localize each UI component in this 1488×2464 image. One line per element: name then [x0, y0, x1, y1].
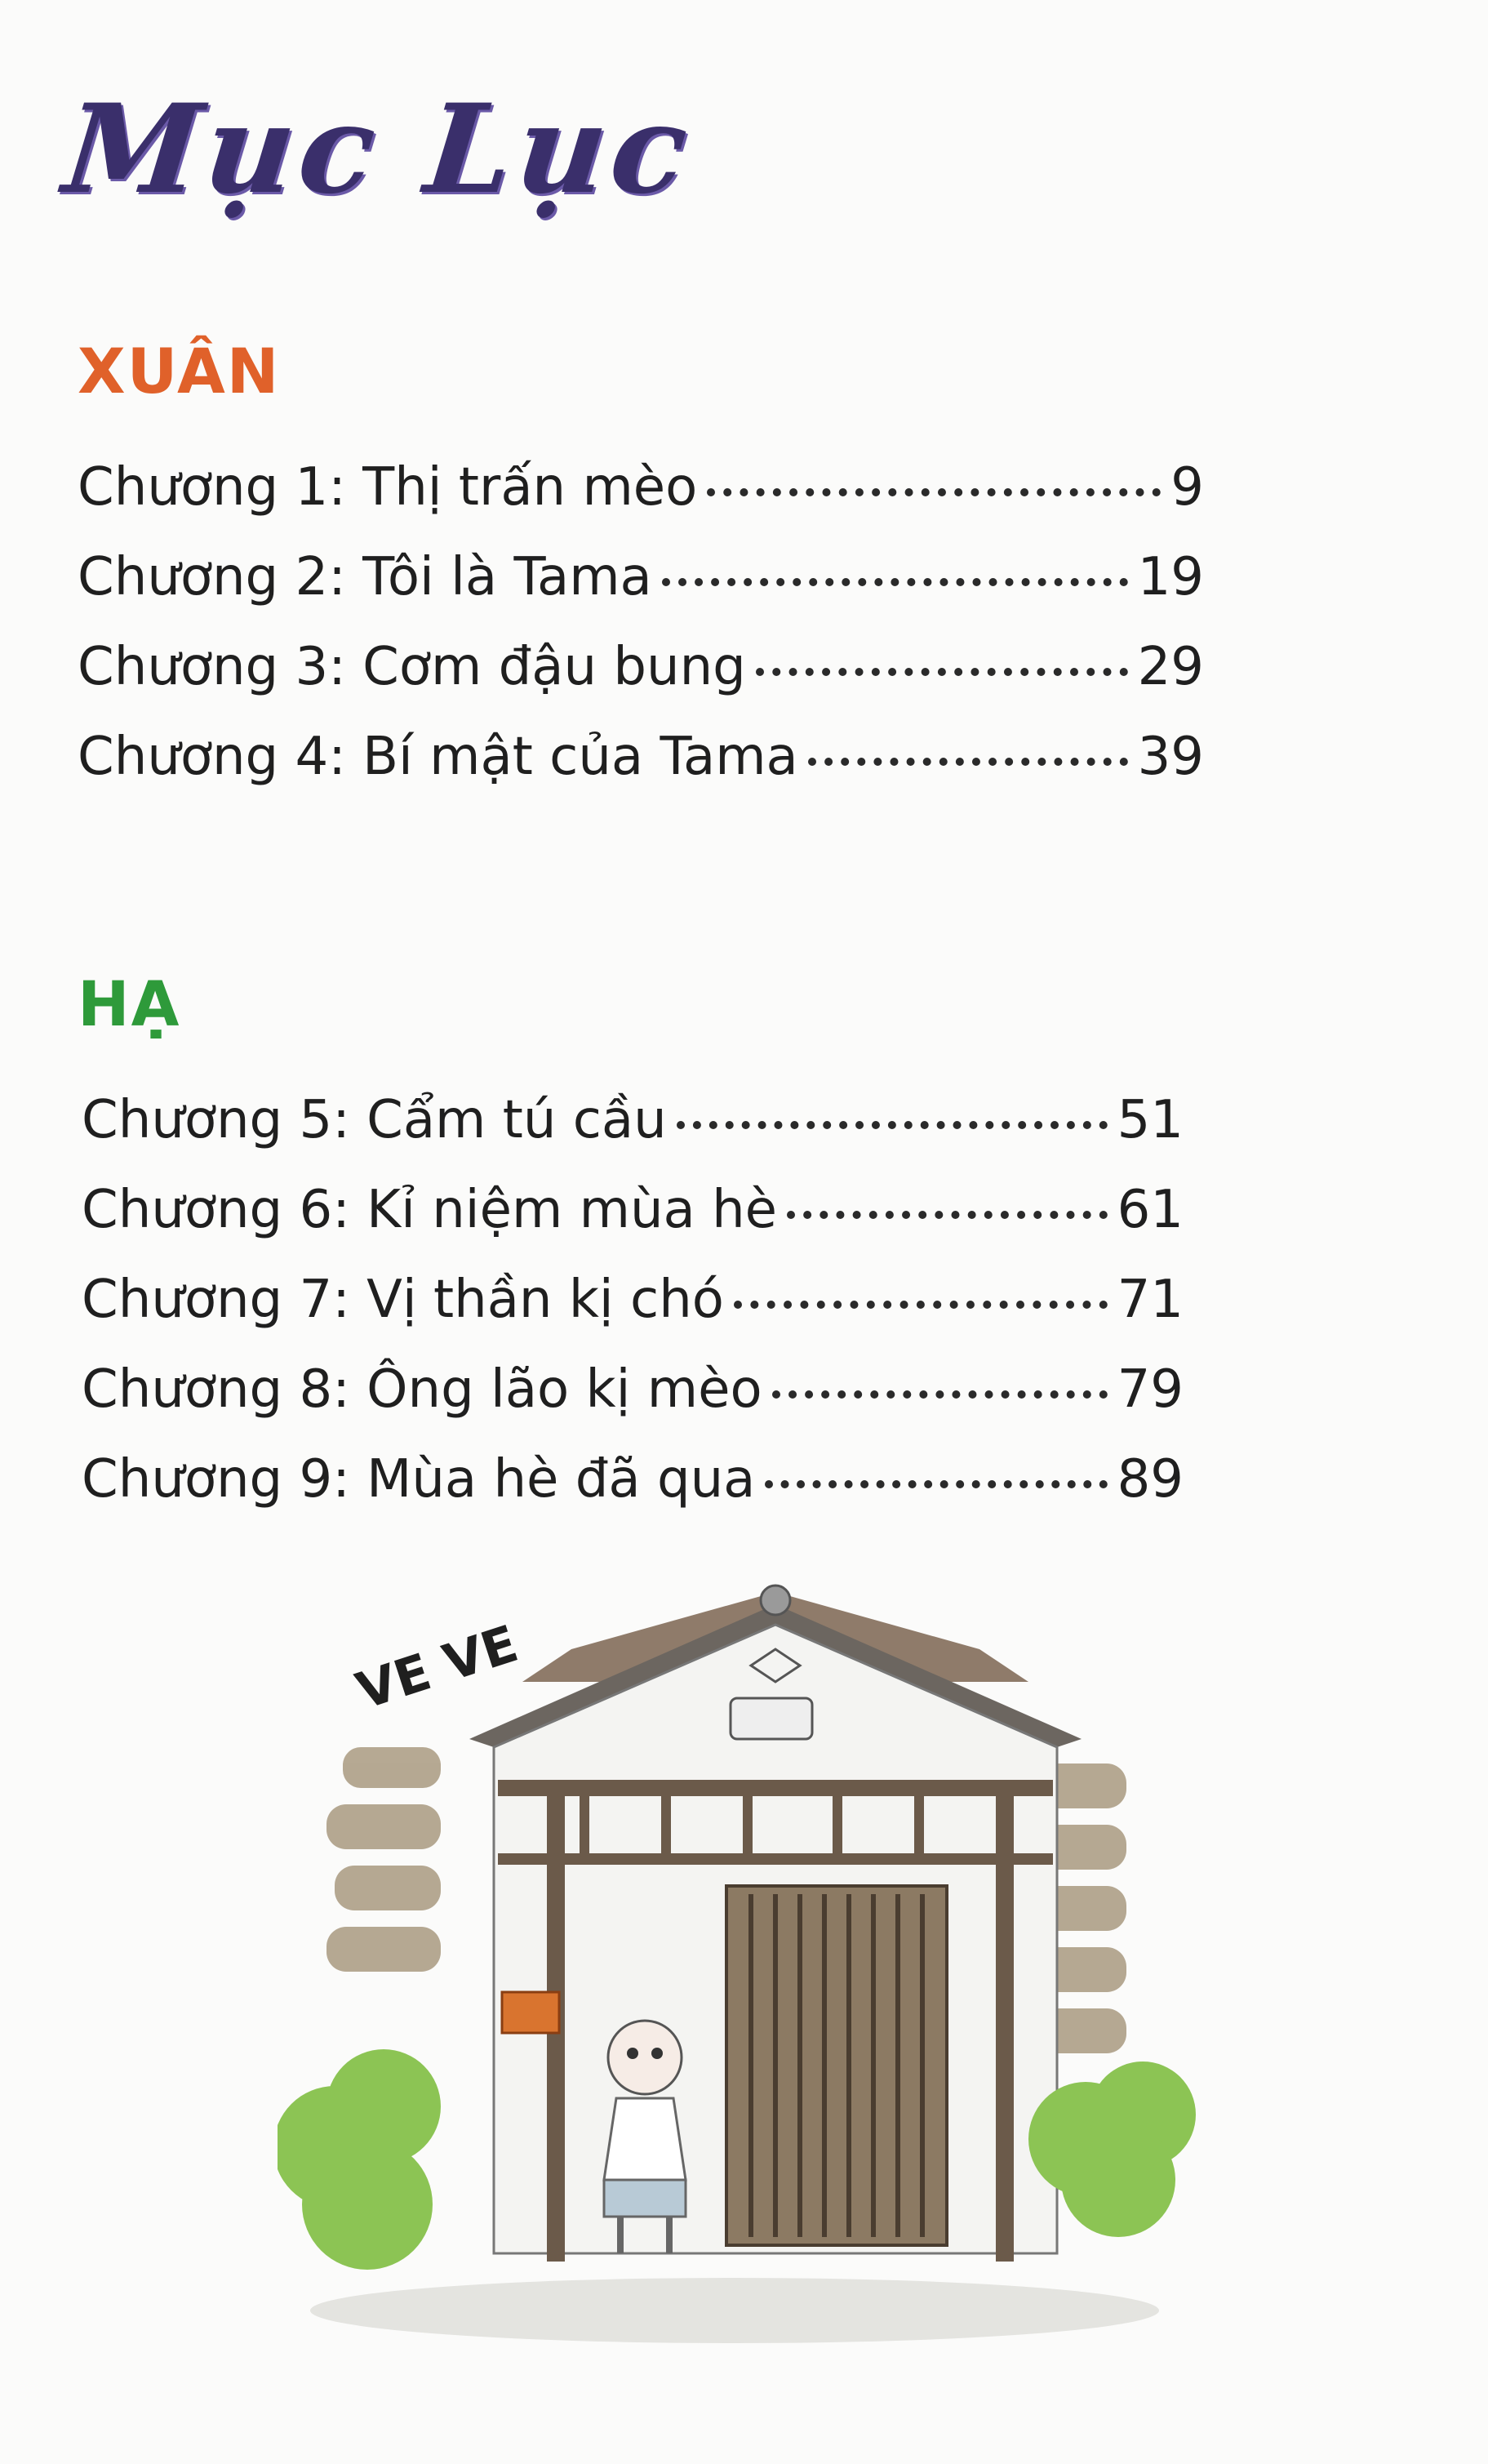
- toc-entry[interactable]: [78, 727, 1204, 816]
- toc-entry[interactable]: [78, 637, 1204, 727]
- page-title: Mục Lục: [57, 78, 699, 221]
- dot-leader: [756, 668, 1128, 676]
- chapter-title: Chương 2: Tôi là Tama: [78, 547, 652, 607]
- dot-leader: [677, 1121, 1108, 1129]
- section-heading-ha: HẠ: [78, 967, 181, 1040]
- mailbox: [502, 1992, 559, 2033]
- page-number: 19: [1137, 547, 1204, 607]
- dot-leader: [707, 488, 1161, 496]
- toc-entry[interactable]: [82, 1359, 1184, 1449]
- chapter-title: Chương 3: Cơm đậu bung: [78, 637, 746, 697]
- sound-effect-text: VE VE: [349, 1613, 525, 1722]
- toc-entry[interactable]: [78, 547, 1204, 637]
- page-number: 71: [1117, 1270, 1184, 1330]
- beam-lower: [498, 1853, 1053, 1865]
- chapter-title: Chương 8: Ông lão kị mèo: [82, 1359, 762, 1420]
- toc-list-ha: [82, 1090, 1184, 1539]
- page-number: 61: [1117, 1180, 1184, 1240]
- sliding-door: [726, 1886, 947, 2245]
- crest-box: [731, 1698, 812, 1739]
- roof-ornament: [761, 1586, 790, 1615]
- toc-entry[interactable]: [78, 457, 1204, 547]
- page-number: 29: [1137, 637, 1204, 697]
- page-number: 89: [1117, 1449, 1184, 1510]
- toc-entry[interactable]: [82, 1449, 1184, 1539]
- ground-shadow: [310, 2278, 1159, 2343]
- chapter-title: Chương 9: Mùa hè đã qua: [82, 1449, 756, 1510]
- dot-leader: [808, 758, 1128, 766]
- page-number: 9: [1170, 457, 1204, 518]
- page-number: 79: [1117, 1359, 1184, 1420]
- right-post: [996, 1780, 1014, 2262]
- chapter-title: Chương 4: Bí mật của Tama: [78, 727, 798, 787]
- page-number: 39: [1137, 727, 1204, 787]
- dot-leader: [734, 1301, 1108, 1309]
- section-heading-xuan: XUÂN: [78, 335, 281, 407]
- chapter-title: Chương 7: Vị thần kị chó: [82, 1270, 724, 1330]
- dot-leader: [772, 1390, 1108, 1399]
- page-number: 51: [1117, 1090, 1184, 1150]
- chapter-title: Chương 5: Cẩm tú cầu: [82, 1090, 667, 1150]
- beam: [498, 1780, 1053, 1796]
- toc-entry[interactable]: [82, 1180, 1184, 1270]
- dot-leader: [765, 1480, 1107, 1488]
- dot-leader: [662, 578, 1128, 586]
- toc-entry[interactable]: [82, 1270, 1184, 1359]
- dot-leader: [787, 1211, 1108, 1219]
- toc-entry[interactable]: [82, 1090, 1184, 1180]
- house-illustration: [278, 1576, 1224, 2359]
- toc-list-xuan: [78, 457, 1204, 816]
- chapter-title: Chương 6: Kỉ niệm mùa hè: [82, 1180, 778, 1240]
- chapter-title: Chương 1: Thị trấn mèo: [78, 457, 698, 518]
